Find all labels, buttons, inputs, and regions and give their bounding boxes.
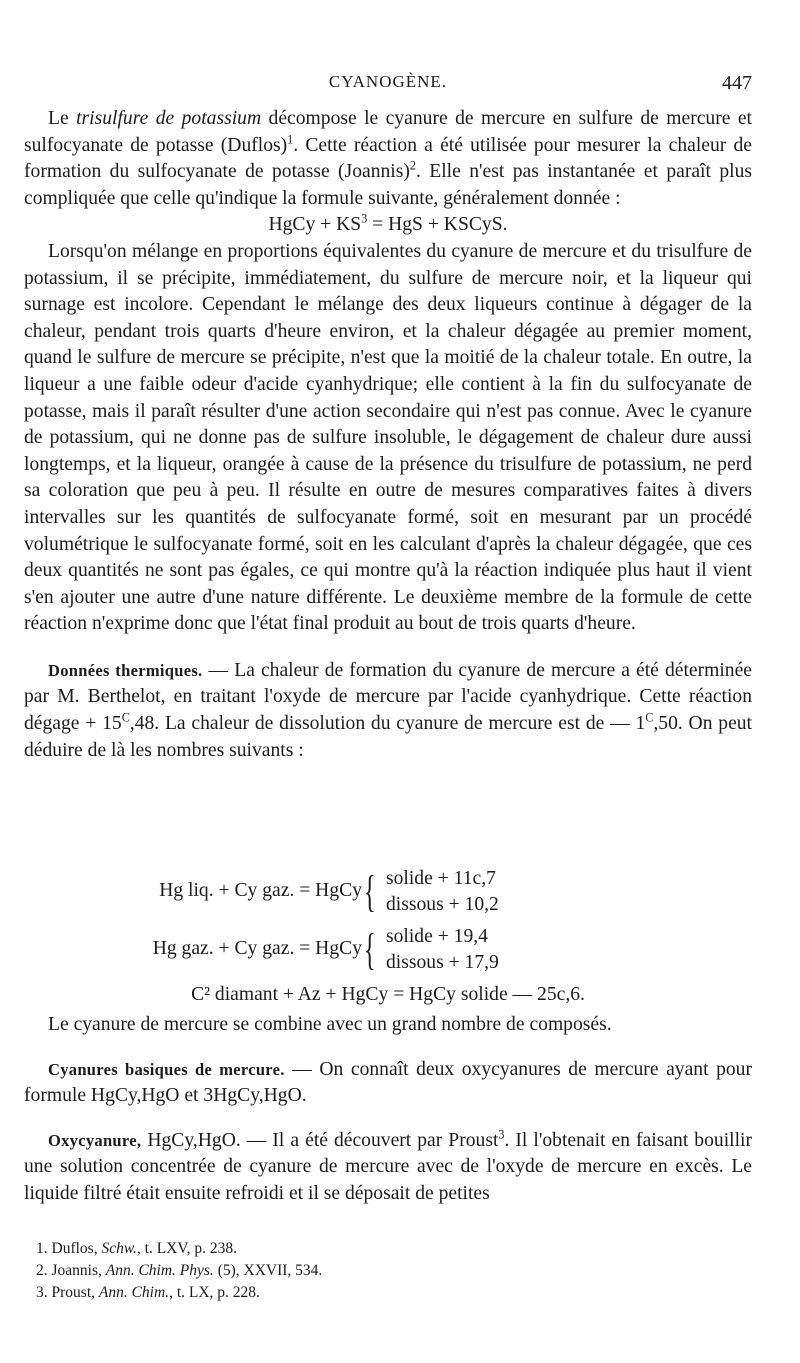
equation-diamant: C² diamant + Az + HgCy = HgCy solide — 25c,6. bbox=[191, 984, 585, 1005]
text-run: ,50. On peut déduire de là les nombres suivants : bbox=[24, 713, 753, 761]
text-run: , t. LXV, p. 238. bbox=[136, 1240, 237, 1257]
footnote-3 bbox=[36, 1282, 752, 1304]
reaction-formula bbox=[24, 212, 752, 239]
equation-values bbox=[386, 866, 499, 918]
value-solide: solide + 19,4 bbox=[386, 926, 488, 947]
paragraph-cyanures-basiques bbox=[24, 1057, 752, 1110]
footnotes bbox=[36, 1238, 752, 1304]
footnote-2 bbox=[36, 1260, 752, 1282]
footnote-1 bbox=[36, 1238, 752, 1260]
footnote-number: 1. bbox=[36, 1240, 48, 1257]
text-run: ,48. La chaleur de dissolution du cyanure de mercure est de — 1 bbox=[129, 713, 646, 735]
paragraph-donnees-thermiques bbox=[24, 658, 752, 764]
text-run: Duflos, bbox=[47, 1240, 102, 1257]
value-dissous: dissous + 10,2 bbox=[386, 894, 499, 915]
text-run: Joannis, bbox=[47, 1262, 106, 1279]
text-run: . Cette réaction a été utilisée pour mesurer la chaleur de formation du sulfocyanate de potasse (Joannis) bbox=[24, 134, 752, 183]
text-run: . Elle n'est pas instantanée et paraît plus compliquée que celle qu'indique la formule suivante, généralement donnée : bbox=[24, 161, 752, 209]
value-solide: solide + 11c,7 bbox=[386, 868, 496, 889]
section-lead: Données thermiques. bbox=[48, 660, 203, 680]
unit-superscript: C bbox=[645, 710, 654, 725]
formula-superscript: 3 bbox=[361, 211, 368, 226]
text-run: (5), XXVII, 534. bbox=[213, 1262, 323, 1279]
running-title: CYANOGÈNE. bbox=[328, 72, 448, 91]
footnote-ref-3: 3 bbox=[498, 1127, 505, 1142]
brace-glyph: { bbox=[364, 925, 376, 974]
thermo-equations bbox=[24, 866, 752, 1016]
equation-lhs: Hg liq. + Cy gaz. = HgCy bbox=[159, 880, 362, 901]
value-dissous: dissous + 17,9 bbox=[386, 952, 499, 973]
text-run: — La chaleur de formation du cyanure de mercure a été déterminée par M. Berthelot, en traitant l'oxyde de mercure par l'acide cyanhydrique. Cette réaction dégage + 15 bbox=[24, 659, 752, 735]
italic-term: trisulfure de potassium bbox=[76, 108, 262, 129]
unit-superscript: C bbox=[121, 710, 130, 725]
page-number: 447 bbox=[722, 72, 752, 94]
italic-source: Ann. Chim. bbox=[98, 1284, 170, 1301]
paragraph-trisulfure bbox=[24, 106, 752, 212]
brace-glyph: { bbox=[364, 867, 376, 916]
body-text-bottom bbox=[24, 1012, 752, 1208]
italic-source: Schw. bbox=[101, 1240, 137, 1257]
italic-source: Ann. Chim. Phys. bbox=[105, 1262, 214, 1279]
footnote-number: 2. bbox=[36, 1262, 48, 1279]
text-run: . Il l'obtenait en faisant bouillir une solution concentrée de cyanure de mercure avec de l'oxyde de mercure en excès. Le liquide filtré était ensuite refroidi et il se déposait de petites bbox=[24, 1129, 752, 1204]
equation-lhs: Hg gaz. + Cy gaz. = HgCy bbox=[152, 938, 362, 959]
paragraph-oxycyanure bbox=[24, 1128, 752, 1208]
formula-part: = HgS + KSCyS. bbox=[367, 214, 508, 236]
text-run: — On connaît deux oxycyanures de mercure ayant pour formule HgCy,HgO et 3HgCy,HgO. bbox=[24, 1058, 752, 1107]
paragraph-melange: Lorsqu'on mélange en proportions équivalentes du cyanure de mercure et du trisulfure de potassium, il se précipite, immédiatement, du sulfure de mercure noir, et la liqueur qui surnage est incolore. Cependant le mélange des deux liqueurs continue à dégager de la chaleur, pendant trois quarts d'heure environ, et la chaleur dégagée au premier moment, quand le sulfure de mercure se précipite, n'est que la moitié de la chaleur totale. En outre, la liqueur a une faible odeur d'acide cyanhydrique; elle contient à la fin du sulfocyanate de potasse, mais il paraît résulter d'une action secondaire qui n'est pas connue. Avec le cyanure de potassium, qui ne donne pas de sulfure insoluble, le dégagement de chaleur dure aussi longtemps, et la liqueur, orangée à cause de la présence du trisulfure de potassium, ne perd sa coloration que peu à peu. Il résulte en outre de mesures comparatives faites à divers intervalles sur les quantités de sulfocyanate formé, soit en mesurant par un procédé volumétrique le sulfocyanate formé, soit en les calculant d'après la chaleur dégagée, que ces deux quantités ne sont pas égales, ce qui montre qu'à la réaction indiquée plus haut il vient s'en ajouter une autre d'une nature différente. Le deuxième membre de la formule de cette réaction n'exprime donc que l'état final produit au bout de trois quarts d'heure. bbox=[24, 240, 752, 635]
text-run: , t. LX, p. 228. bbox=[169, 1284, 260, 1301]
formula-part: HgCy + KS bbox=[268, 214, 362, 236]
footnote-number: 3. bbox=[36, 1284, 48, 1301]
footnote-ref-2: 2 bbox=[409, 158, 416, 173]
equation-values bbox=[386, 924, 499, 976]
text-run: Le bbox=[48, 108, 77, 129]
running-head bbox=[24, 72, 752, 100]
equation-row-gas bbox=[24, 924, 752, 980]
footnote-ref-1: 1 bbox=[287, 132, 294, 147]
paragraph-combine: Le cyanure de mercure se combine avec un grand nombre de composés. bbox=[48, 1014, 612, 1035]
section-lead: Cyanures basiques de mercure. bbox=[48, 1059, 285, 1079]
text-run: Proust, bbox=[47, 1284, 99, 1301]
section-lead: Oxycyanure, bbox=[48, 1130, 142, 1150]
equation-row-liquid bbox=[24, 866, 752, 922]
body-text-top bbox=[24, 106, 752, 764]
text-run: décompose le cyanure de mercure en sulfure de mercure et sulfocyanate de potasse (Duflos) bbox=[24, 108, 752, 156]
text-run: HgCy,HgO. — Il a été découvert par Proust bbox=[141, 1129, 499, 1151]
